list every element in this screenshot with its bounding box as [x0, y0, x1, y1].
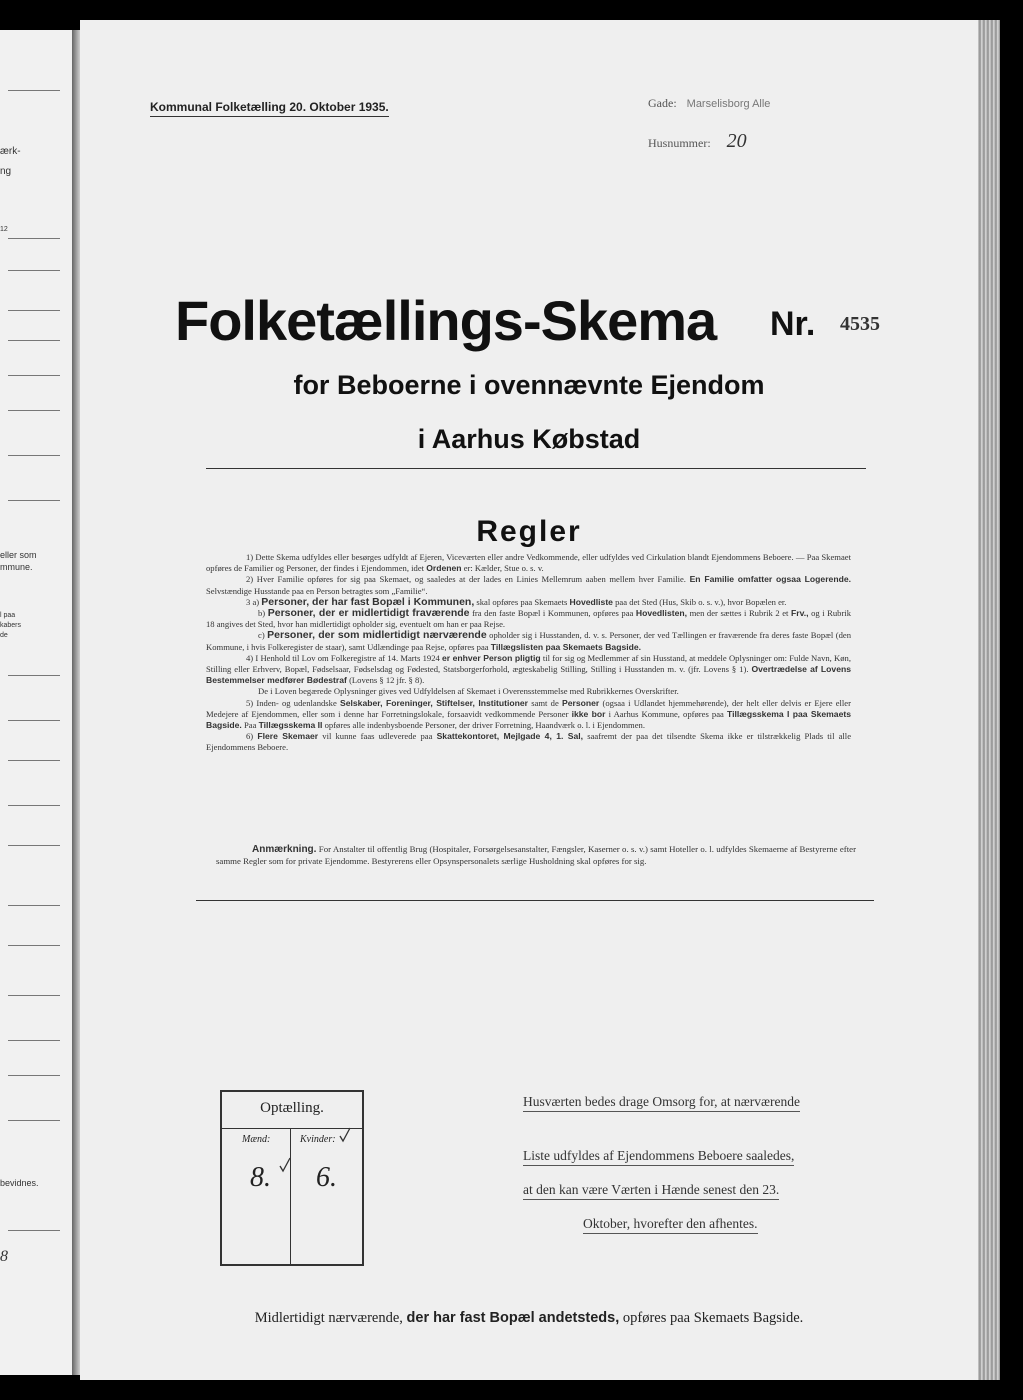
form-subtitle-city: i Aarhus Købstad — [417, 424, 641, 454]
left-page-rule — [8, 500, 60, 501]
left-page-rule — [8, 675, 60, 676]
remark-label: Anmærkning. — [252, 844, 317, 855]
left-page-rule — [8, 90, 60, 91]
remark-body: For Anstalter til offentlig Brug (Hospitaler, Forsørgelsesanstalter, Fængsler, Kaserner o. s. v.) samt Hoteller o. l. udfyldes Skemaerne af Bestyrerne efter samme Regler som for private Ejendomme. Bestyrerens eller Opsynspersonalets særlige Husholdning skal opføres for sig. — [216, 844, 857, 866]
house-number-value: 20 — [726, 130, 747, 152]
divider — [206, 468, 866, 469]
left-page-rule — [8, 805, 60, 806]
street-field — [648, 94, 770, 112]
form-number-value: 4535 — [840, 313, 880, 335]
count-title: Optælling. — [260, 1100, 324, 1116]
street-label: Gade: — [648, 96, 677, 110]
left-page-rule — [8, 310, 60, 311]
footer-note: Midlertidigt nærværende, der har fast Bopæl andetsteds, opføres paa Skemaets Bagside. — [254, 1310, 804, 1326]
left-page-fragment: ng — [0, 166, 12, 177]
left-page-rule — [8, 340, 60, 341]
left-page-fragment: 8 — [0, 1248, 8, 1265]
women-count: 6. — [316, 1162, 337, 1193]
rule-3a: 3 a) Personer, der har fast Bopæl i Kommunen, skal opføres paa Skemaets Hovedliste paa det Sted (Hus, Skib o. s. v.), hvor Bopælen er. — [246, 595, 787, 608]
census-header-label: Kommunal Folketælling 20. Oktober 1935. — [150, 100, 389, 117]
men-label: Mænd: — [242, 1134, 271, 1145]
left-page-rule — [8, 270, 60, 271]
left-page-fragment: de — [0, 632, 8, 639]
left-page-rule — [8, 760, 60, 761]
left-page-edge — [0, 30, 72, 1375]
form-subtitle: for Beboerne i ovennævnte Ejendom — [293, 370, 765, 400]
checkmark-icon — [338, 1126, 352, 1144]
landlord-note-line: Husværten bedes drage Omsorg for, at nærværende — [523, 1094, 800, 1112]
landlord-note-line: Liste udfyldes af Ejendommens Beboere saaledes, — [523, 1148, 794, 1166]
left-page-fragment: bevidnes. — [0, 1178, 39, 1188]
left-page-rule — [8, 845, 60, 846]
landlord-note-line: Oktober, hvorefter den afhentes. — [583, 1216, 758, 1234]
rule-6: 6) Flere Skemaer vil kunne faas udleverede paa Skattekontoret, Mejlgade 4, 1. Sal, saafremt der paa det tilsendte Skema ikke er tilstrækkelig Plads til alle Ejendommens Beboere. — [206, 731, 852, 753]
left-page-rule — [8, 1040, 60, 1041]
remark-text — [216, 844, 856, 867]
left-page-rule — [8, 1230, 60, 1231]
left-page-fragment: mmune. — [0, 562, 33, 572]
rule-3b: b) Personer, der er midlertidigt fraværende fra den faste Bopæl i Kommunen, opføres paa Hovedlisten, men der sættes i Rubrik 2 et Frv., og i Rubrik 18 angives det Sted, hvor han midlertidigt opholder sig, eventuelt om han er paa Rejse. — [206, 607, 852, 630]
left-page-rule — [8, 1075, 60, 1076]
rules-text — [206, 552, 851, 754]
book-gutter — [72, 30, 80, 1375]
census-form-page — [80, 20, 978, 1380]
left-page-rule — [8, 410, 60, 411]
left-page-rule — [8, 720, 60, 721]
men-count: 8. — [250, 1162, 271, 1193]
street-value: Marselisborg Alle — [686, 98, 771, 110]
left-page-rule — [8, 905, 60, 906]
divider — [196, 900, 874, 901]
left-page-fragment: l paa — [0, 612, 16, 619]
left-page-fragment: 12 — [0, 226, 8, 233]
rule-1: 1) Dette Skema udfyldes eller besørges udfyldt af Ejeren, Viceværten eller andre Vedkommende, eller udfyldes ved Cirkulation blandt Ejendommens Beboere. — Paa Skemaet opføres de Familier og Personer, der findes i Ejendommen, idet Ordenen er: Kælder, Stue o. s. v. — [206, 552, 851, 574]
rules-heading: Regler — [476, 515, 582, 548]
rule-4: 4) I Henhold til Lov om Folkeregistre af 14. Marts 1924 er enhver Person pligtig til for sig og Medlemmer af sin Husstand, at meddele Oplysninger om: Fulde Navn, Køn, Stilling eller Erhverv, Bopæl, Fødselsaar, Fødselsdag og Fødested, Statsborgerforhold, ægteskabelig Stilling, Stilling i Husstanden m. v. (jfr. Lovens § 1). Overtrædelse af Lovens Bestemmelser medfører Bødestraf (Lovens § 12 jfr. § 8). — [206, 652, 852, 686]
count-column-divider — [290, 1128, 291, 1264]
left-page-fragment: kabers — [0, 622, 22, 629]
left-page-rule — [8, 1120, 60, 1121]
form-number-label: Nr. — [770, 305, 816, 343]
left-page-rule — [8, 455, 60, 456]
left-page-rule — [8, 945, 60, 946]
house-number-field — [648, 130, 747, 153]
left-page-rule — [8, 238, 60, 239]
form-title: Folketællings-Skema — [175, 289, 717, 352]
landlord-note-line: at den kan være Værten i Hænde senest den 23. — [523, 1182, 779, 1200]
count-box — [220, 1090, 364, 1266]
house-number-label: Husnummer: — [648, 136, 711, 150]
checkmark-icon — [278, 1156, 292, 1174]
rule-3c: c) Personer, der som midlertidigt nærværende opholder sig i Husstanden, d. v. s. Personer, der ved Tællingen er fraværende fra deres faste Bopæl (den Kommune, i hvis Folkeregister de staar), samt Udlændinge paa Rejse, opføres paa Tillægslisten paa Skemaets Bagside. — [206, 629, 851, 652]
rule-2: 2) Hver Familie opføres for sig paa Skemaet, og saaledes at der lades en Linies Mellemrum aaben mellem hver Familie. En Familie omfatter ogsaa Logerende. Selvstændige Husstande paa en Person betragtes som „Familie“. — [206, 574, 851, 596]
left-page-fragment: ærk- — [0, 146, 21, 157]
women-label: Kvinder: — [300, 1134, 336, 1145]
left-page-rule — [8, 375, 60, 376]
rule-5: 5) Inden- og udenlandske Selskaber, Foreninger, Stiftelser, Institutioner samt de Personer (ogsaa i Udlandet hjemmehørende), der helt eller delvis er Ejere eller Medejere af Ejendommen, eller som i denne har Forretningslokale, forsaavidt vedkommende Personer ikke bor i Aarhus Kommune, opføres paa Tillægsskema I paa Skemaets Bagside. Paa Tillægsskema II opføres alle indenbysboende Personer, der driver Forretning, Haandværk o. l. i Ejendommen. — [206, 697, 851, 731]
left-page-rule — [8, 995, 60, 996]
left-page-fragment: eller som — [0, 550, 37, 560]
page-stack-edge — [978, 20, 1000, 1380]
rule-4b: De i Loven begærede Oplysninger gives ved Udfyldelsen af Skemaet i Overensstemmelse med Rubrikkernes Overskrifter. — [258, 686, 679, 697]
